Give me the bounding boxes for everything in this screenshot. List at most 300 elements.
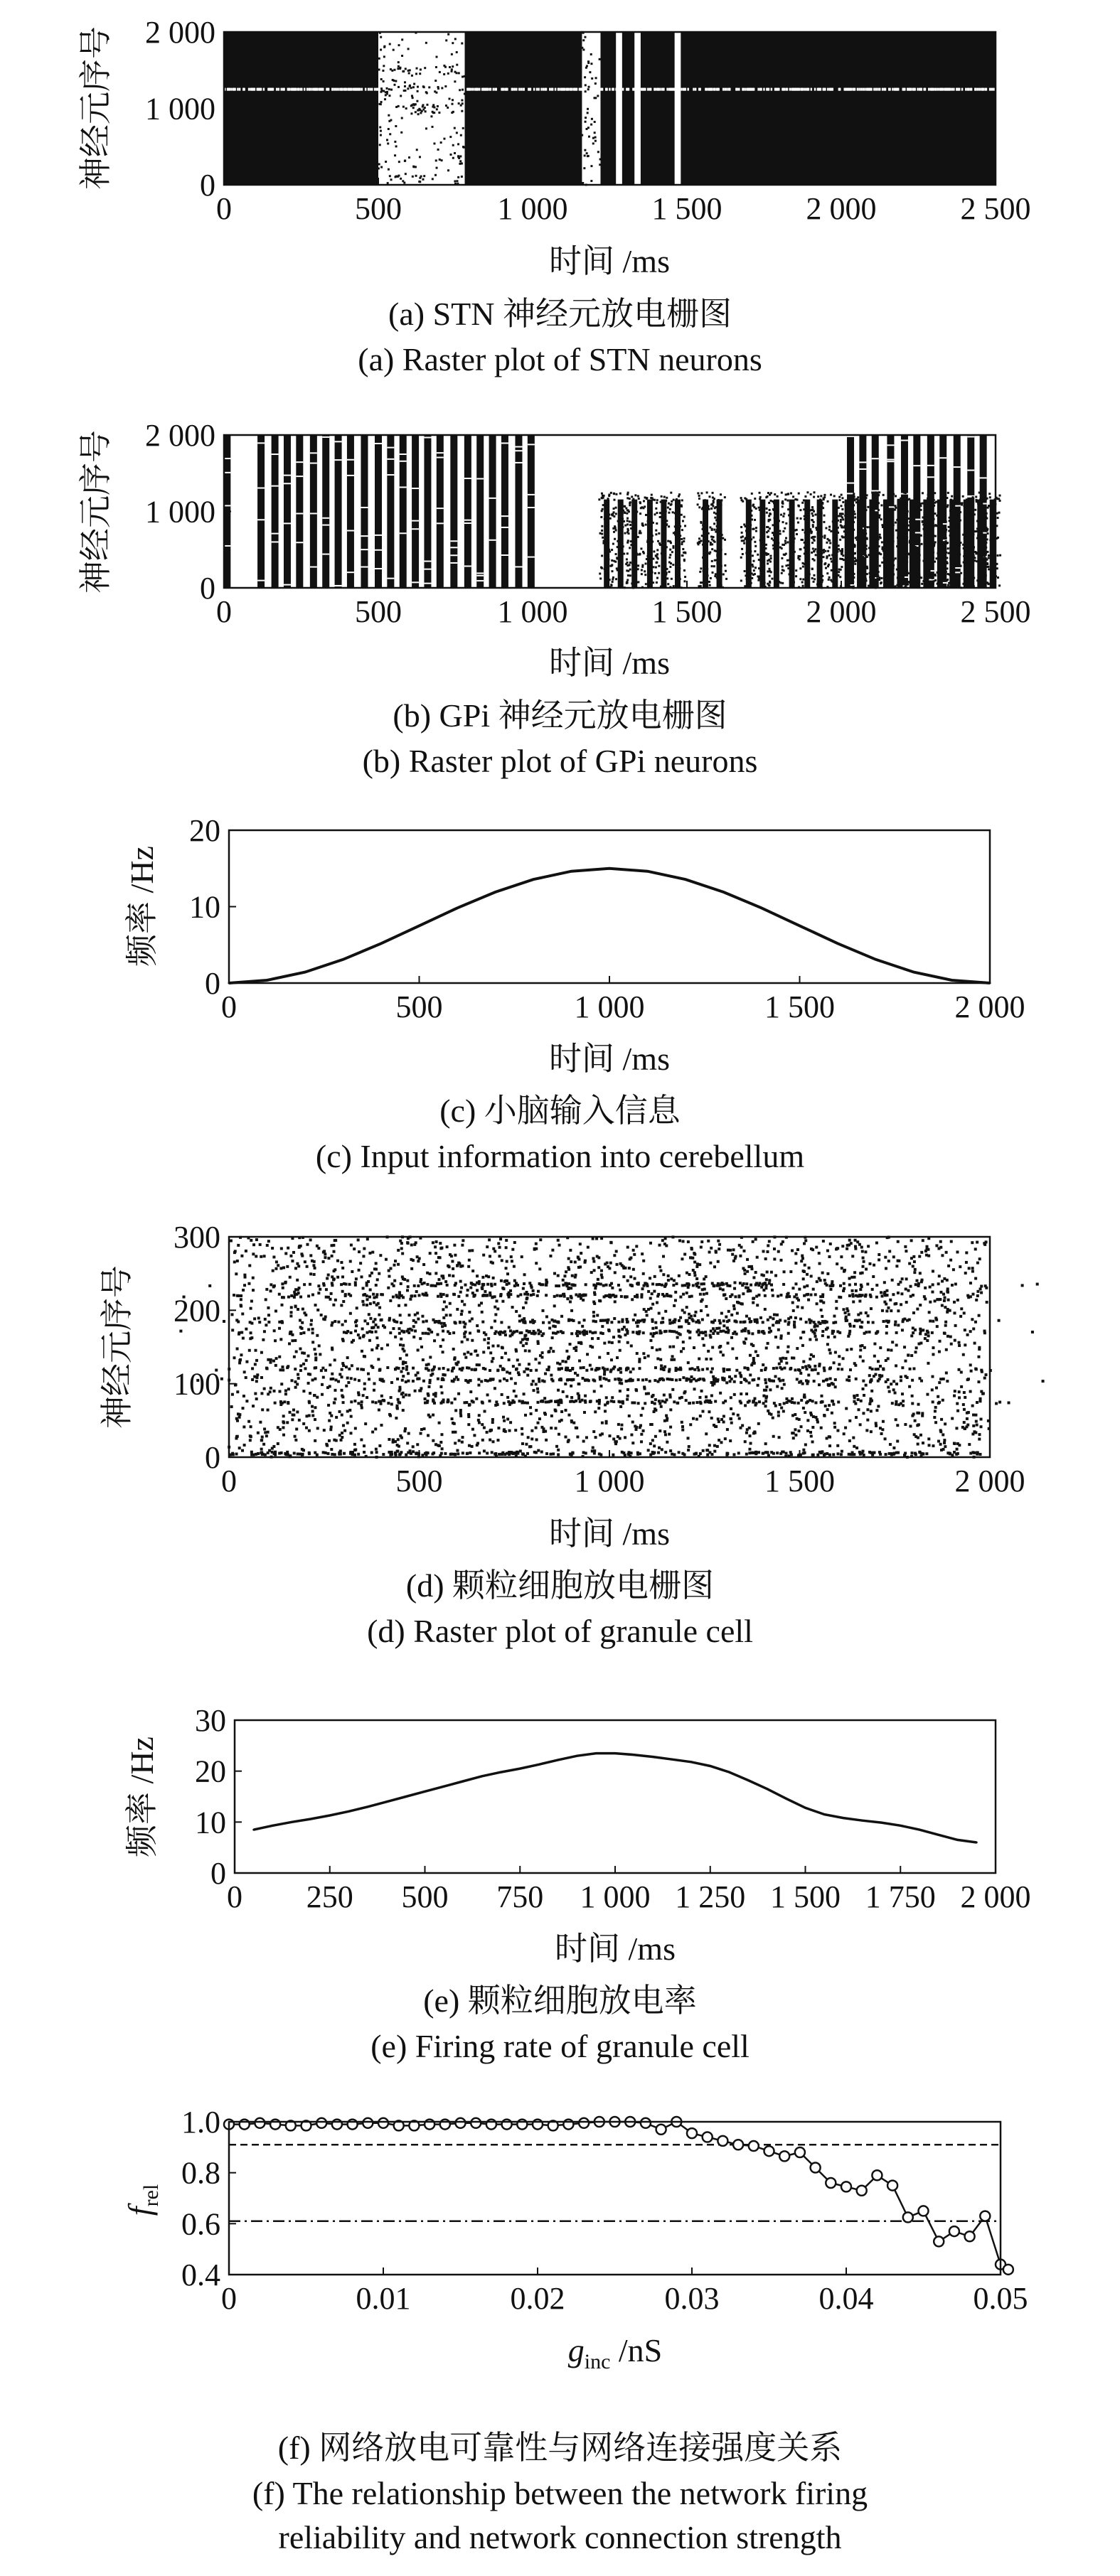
raster-dot bbox=[932, 1320, 934, 1323]
raster-dot bbox=[323, 1250, 326, 1252]
raster-gap bbox=[877, 88, 879, 91]
raster-dot bbox=[266, 1244, 269, 1247]
raster-dot bbox=[501, 1259, 503, 1262]
raster-dot bbox=[521, 1338, 524, 1341]
raster-dot bbox=[836, 1444, 839, 1447]
raster-dot bbox=[959, 574, 961, 576]
raster-dot bbox=[818, 1277, 821, 1280]
raster-dot bbox=[500, 1279, 503, 1282]
panel-c-input-frequency bbox=[124, 813, 1025, 1077]
raster-dot bbox=[776, 1314, 779, 1316]
raster-dot bbox=[974, 1277, 977, 1280]
raster-dot bbox=[273, 1329, 276, 1332]
raster-dot bbox=[380, 49, 382, 51]
raster-dot bbox=[417, 109, 419, 112]
raster-gap bbox=[913, 465, 920, 466]
raster-dot bbox=[651, 1292, 654, 1295]
raster-dot bbox=[237, 1412, 240, 1415]
raster-dot bbox=[494, 1306, 496, 1309]
raster-dot bbox=[892, 574, 895, 576]
raster-dot bbox=[380, 1347, 383, 1350]
raster-dot bbox=[629, 564, 631, 566]
raster-dot bbox=[633, 1253, 636, 1256]
raster-dot bbox=[585, 90, 587, 92]
raster-dot bbox=[284, 1389, 287, 1392]
raster-dot bbox=[712, 571, 714, 574]
raster-gap bbox=[609, 88, 611, 91]
raster-dot bbox=[681, 538, 683, 540]
raster-dot bbox=[814, 536, 816, 538]
raster-gap bbox=[927, 476, 934, 478]
raster-dot bbox=[877, 1368, 880, 1370]
raster-dot bbox=[725, 1381, 728, 1384]
raster-dot bbox=[890, 564, 892, 567]
raster-dot bbox=[427, 1363, 430, 1365]
raster-dot bbox=[977, 1356, 980, 1358]
raster-dot bbox=[424, 1397, 427, 1400]
raster-dot bbox=[712, 505, 714, 507]
raster-dot bbox=[673, 585, 675, 587]
raster-dot bbox=[830, 558, 832, 560]
raster-dot bbox=[441, 87, 443, 89]
raster-dot bbox=[688, 1445, 690, 1448]
raster-dot bbox=[878, 552, 880, 554]
raster-gap bbox=[859, 461, 866, 463]
raster-dot bbox=[640, 532, 642, 534]
raster-dot bbox=[401, 38, 403, 41]
raster-dot bbox=[626, 528, 629, 530]
raster-dot bbox=[668, 525, 670, 527]
raster-dot bbox=[476, 1324, 479, 1327]
raster-gap bbox=[301, 88, 303, 91]
raster-dot bbox=[563, 1274, 566, 1277]
raster-dot bbox=[912, 1326, 914, 1329]
raster-dot bbox=[784, 498, 786, 500]
raster-dot bbox=[397, 1263, 400, 1266]
raster-dot bbox=[669, 566, 671, 568]
raster-gap bbox=[322, 554, 329, 555]
raster-dot bbox=[796, 1248, 799, 1251]
data-point bbox=[380, 943, 383, 945]
raster-dot bbox=[436, 108, 438, 110]
raster-gap bbox=[272, 454, 279, 455]
raster-dot bbox=[334, 1299, 337, 1302]
raster-dot bbox=[580, 1252, 582, 1255]
raster-dot bbox=[765, 1278, 768, 1281]
raster-dot bbox=[920, 576, 922, 579]
raster-dot bbox=[848, 1313, 850, 1316]
raster-dot bbox=[441, 159, 443, 161]
raster-gap bbox=[879, 88, 881, 91]
raster-dot bbox=[460, 1287, 463, 1289]
raster-dot bbox=[615, 507, 617, 509]
raster-dot bbox=[482, 1254, 485, 1257]
raster-dot bbox=[274, 1402, 277, 1405]
raster-dot bbox=[842, 501, 844, 503]
raster-dot bbox=[854, 1239, 857, 1242]
raster-dot bbox=[588, 136, 590, 138]
raster-burst bbox=[322, 435, 329, 588]
raster-dot bbox=[419, 73, 421, 75]
raster-dot bbox=[290, 1306, 293, 1309]
raster-dot bbox=[612, 1437, 615, 1440]
raster-dot bbox=[390, 68, 392, 70]
raster-dot bbox=[877, 1405, 880, 1407]
raster-dot bbox=[521, 1433, 523, 1436]
raster-gap bbox=[450, 554, 457, 556]
raster-dot bbox=[919, 505, 921, 507]
raster-dot bbox=[741, 548, 743, 550]
raster-dot bbox=[324, 1316, 327, 1319]
raster-dot bbox=[562, 1390, 565, 1393]
raster-dot bbox=[326, 1277, 329, 1279]
raster-dot bbox=[249, 1439, 252, 1442]
raster-dot bbox=[953, 1442, 956, 1445]
raster-dot bbox=[919, 540, 921, 542]
raster-dot bbox=[986, 1301, 988, 1304]
raster-dot bbox=[458, 102, 460, 104]
raster-dot bbox=[823, 1279, 826, 1282]
raster-dot bbox=[919, 1434, 922, 1437]
raster-dot bbox=[725, 570, 727, 572]
raster-dot bbox=[789, 1316, 792, 1319]
raster-dot bbox=[853, 1445, 855, 1448]
raster-dot bbox=[354, 1427, 357, 1429]
y-tick-label: 2 000 bbox=[145, 15, 215, 50]
raster-dot bbox=[386, 87, 388, 90]
x-tick-label: 2 000 bbox=[806, 191, 877, 226]
raster-dot bbox=[851, 517, 853, 519]
raster-dot bbox=[945, 562, 947, 564]
raster-dot bbox=[939, 1291, 942, 1294]
raster-dot bbox=[322, 1260, 325, 1263]
raster-dot bbox=[713, 565, 715, 567]
raster-dot bbox=[408, 72, 410, 74]
raster-dot bbox=[437, 1295, 439, 1298]
raster-dot bbox=[362, 1255, 365, 1257]
raster-dot bbox=[434, 1272, 437, 1274]
raster-dot bbox=[744, 1440, 747, 1443]
raster-dot bbox=[615, 512, 617, 515]
raster-dot bbox=[474, 1350, 476, 1353]
raster-dot bbox=[388, 1317, 391, 1320]
raster-dot bbox=[727, 1310, 730, 1313]
raster-dot bbox=[854, 1247, 857, 1250]
raster-gap bbox=[942, 88, 944, 91]
raster-dot bbox=[700, 567, 702, 569]
raster-gap bbox=[633, 88, 635, 91]
raster-gap bbox=[799, 88, 801, 91]
raster-dot bbox=[944, 1306, 946, 1309]
raster-dot bbox=[906, 557, 908, 559]
raster-dot bbox=[813, 581, 815, 583]
raster-dot bbox=[875, 1242, 878, 1245]
raster-dot bbox=[683, 569, 686, 571]
raster-gap bbox=[549, 88, 551, 91]
raster-dot bbox=[681, 554, 683, 557]
raster-dot bbox=[440, 141, 442, 144]
raster-gap bbox=[257, 488, 265, 489]
raster-burst-core bbox=[661, 500, 666, 588]
raster-dot bbox=[865, 544, 868, 547]
raster-dot bbox=[953, 1395, 956, 1397]
raster-dot bbox=[879, 514, 881, 516]
raster-dot bbox=[336, 1276, 339, 1279]
raster-dot bbox=[236, 1390, 239, 1393]
raster-dot bbox=[636, 1325, 639, 1328]
raster-dot bbox=[941, 1254, 944, 1257]
raster-dot bbox=[666, 577, 668, 579]
raster-dot bbox=[614, 1300, 617, 1303]
raster-gap bbox=[858, 88, 860, 91]
raster-dot bbox=[582, 48, 585, 50]
raster-dot bbox=[873, 1355, 876, 1358]
raster-dot bbox=[277, 1426, 279, 1429]
raster-dot bbox=[601, 554, 603, 557]
raster-dot bbox=[878, 576, 880, 579]
raster-dot bbox=[600, 1385, 603, 1388]
raster-dot bbox=[461, 42, 463, 44]
raster-dot bbox=[840, 549, 842, 552]
raster-dot bbox=[971, 1318, 974, 1321]
raster-dot bbox=[245, 1376, 247, 1379]
raster-dot bbox=[476, 1274, 479, 1277]
raster-dot bbox=[412, 86, 415, 88]
y-tick-label: 0 bbox=[200, 168, 215, 203]
x-tick-label: 1 500 bbox=[764, 989, 835, 1024]
raster-dot bbox=[785, 537, 787, 540]
raster-dot bbox=[452, 99, 454, 101]
raster-dot bbox=[627, 492, 629, 494]
raster-gap bbox=[757, 88, 759, 91]
raster-dot bbox=[772, 1417, 774, 1420]
raster-dot bbox=[880, 504, 882, 506]
x-tick-label: 1 000 bbox=[497, 191, 568, 226]
raster-dot bbox=[373, 1382, 375, 1385]
raster-dot bbox=[664, 1310, 667, 1313]
raster-dot bbox=[987, 566, 989, 568]
raster-dot bbox=[913, 1271, 916, 1274]
raster-gap bbox=[804, 88, 806, 91]
raster-burst-core bbox=[817, 500, 823, 588]
raster-gap bbox=[424, 436, 431, 438]
raster-dot bbox=[812, 558, 814, 560]
raster-dot bbox=[814, 1335, 817, 1338]
raster-dot bbox=[947, 547, 949, 549]
raster-dot bbox=[267, 1240, 270, 1243]
raster-dot bbox=[302, 1331, 305, 1334]
raster-dot bbox=[638, 498, 640, 500]
raster-dot bbox=[589, 71, 591, 73]
raster-dot bbox=[375, 1448, 378, 1451]
raster-dot bbox=[294, 1267, 297, 1270]
raster-dot bbox=[628, 1267, 631, 1270]
raster-dot bbox=[710, 1417, 713, 1420]
raster-dot bbox=[595, 77, 597, 79]
raster-dot bbox=[497, 1242, 500, 1245]
raster-dot bbox=[458, 1439, 461, 1442]
raster-dot bbox=[657, 1451, 660, 1454]
raster-dot bbox=[591, 118, 593, 120]
raster-dot bbox=[463, 1326, 466, 1329]
raster-dot bbox=[658, 1265, 661, 1268]
raster-dot bbox=[592, 1447, 594, 1449]
raster-dot bbox=[907, 510, 909, 512]
raster-dot bbox=[314, 1406, 316, 1409]
raster-dot bbox=[333, 1270, 336, 1272]
raster-dot bbox=[576, 1435, 579, 1438]
raster-gap bbox=[464, 478, 471, 479]
raster-dot bbox=[729, 1439, 732, 1442]
raster-dot bbox=[947, 584, 949, 586]
raster-dot bbox=[719, 1287, 722, 1290]
raster-dot bbox=[602, 537, 604, 539]
raster-dot bbox=[351, 1364, 353, 1367]
raster-dot bbox=[698, 543, 700, 545]
raster-dot bbox=[491, 1418, 494, 1421]
raster-dot bbox=[983, 1377, 986, 1380]
raster-dot bbox=[813, 574, 815, 576]
raster-burst-core bbox=[883, 500, 889, 588]
raster-dot bbox=[597, 95, 599, 97]
raster-dot bbox=[273, 1390, 276, 1392]
raster-dot bbox=[666, 497, 668, 499]
raster-dot bbox=[754, 498, 756, 500]
raster-dot bbox=[386, 91, 388, 93]
raster-dot bbox=[828, 1404, 831, 1407]
raster-dot bbox=[430, 1374, 432, 1377]
raster-dot bbox=[527, 1436, 530, 1439]
data-point bbox=[609, 867, 611, 869]
raster-gap bbox=[501, 527, 508, 528]
raster-dot bbox=[398, 1390, 401, 1392]
y-tick-label: 0 bbox=[205, 966, 220, 1001]
raster-dot bbox=[944, 495, 946, 497]
raster-dot bbox=[626, 512, 628, 515]
raster-dot bbox=[419, 181, 421, 183]
raster-dot bbox=[914, 1351, 917, 1353]
raster-dot bbox=[341, 1338, 344, 1341]
raster-dot bbox=[987, 583, 989, 585]
raster-gap bbox=[602, 88, 604, 91]
raster-gap bbox=[464, 522, 471, 524]
raster-dot bbox=[432, 126, 434, 128]
raster-dot bbox=[850, 1348, 853, 1351]
raster-dot bbox=[956, 493, 958, 495]
raster-dot bbox=[823, 1369, 826, 1372]
raster-gap bbox=[892, 88, 894, 91]
raster-dot bbox=[585, 1436, 588, 1439]
raster-dot bbox=[496, 1403, 499, 1406]
raster-dot bbox=[233, 1260, 236, 1263]
raster-dot bbox=[682, 520, 684, 522]
raster-dot bbox=[792, 1432, 795, 1434]
raster-dot bbox=[523, 1282, 526, 1285]
raster-dot bbox=[947, 1299, 950, 1302]
raster-dot bbox=[890, 491, 892, 493]
raster-dot bbox=[434, 174, 437, 176]
raster-dot bbox=[267, 1321, 270, 1324]
raster-dot bbox=[713, 498, 715, 500]
raster-dot bbox=[294, 1435, 297, 1438]
raster-dot bbox=[624, 1436, 626, 1439]
raster-dot bbox=[421, 1454, 424, 1456]
raster-dot bbox=[711, 543, 713, 545]
raster-dot bbox=[885, 1309, 888, 1312]
raster-dot bbox=[934, 579, 937, 581]
raster-dot bbox=[658, 1348, 661, 1351]
raster-gap bbox=[487, 88, 489, 91]
raster-dot bbox=[830, 579, 832, 581]
raster-dot bbox=[854, 563, 856, 565]
raster-dot bbox=[598, 1356, 601, 1359]
raster-dot bbox=[611, 584, 613, 586]
raster-dot bbox=[309, 1272, 312, 1275]
raster-dot bbox=[975, 499, 977, 501]
raster-dot bbox=[499, 1365, 502, 1368]
raster-dot bbox=[459, 155, 462, 157]
raster-dot bbox=[932, 525, 934, 527]
raster-dot bbox=[400, 1392, 403, 1395]
raster-gap bbox=[248, 88, 250, 91]
raster-dot bbox=[907, 499, 909, 501]
raster-dot bbox=[838, 496, 841, 498]
raster-dot bbox=[597, 1266, 600, 1269]
raster-dot bbox=[390, 178, 393, 181]
raster-gap bbox=[784, 88, 786, 91]
raster-dot bbox=[950, 1240, 953, 1243]
raster-dot bbox=[784, 554, 786, 556]
raster-dot bbox=[302, 1390, 305, 1392]
raster-dot bbox=[791, 1287, 794, 1289]
raster-dot bbox=[780, 1259, 783, 1262]
raster-dot bbox=[612, 1336, 615, 1338]
raster-dot bbox=[881, 562, 883, 564]
raster-dot bbox=[932, 1353, 934, 1356]
raster-dot bbox=[797, 505, 799, 507]
raster-dot bbox=[864, 1250, 867, 1253]
raster-dot bbox=[523, 1273, 526, 1276]
raster-dot bbox=[626, 523, 629, 525]
raster-dot bbox=[825, 567, 827, 569]
raster-dot bbox=[801, 1306, 804, 1309]
raster-dot bbox=[959, 520, 961, 522]
raster-dot bbox=[620, 1427, 623, 1430]
raster-dot bbox=[863, 544, 865, 546]
raster-dot bbox=[459, 160, 462, 162]
x-tick-label: 2 500 bbox=[960, 594, 1031, 629]
data-point bbox=[761, 907, 763, 909]
raster-dot bbox=[615, 578, 617, 580]
raster-dot bbox=[812, 515, 814, 517]
raster-dot bbox=[582, 39, 585, 41]
raster-dot bbox=[417, 113, 420, 115]
raster-dot bbox=[358, 1336, 361, 1339]
raster-dot bbox=[389, 175, 391, 177]
raster-gap bbox=[351, 88, 353, 91]
raster-dot bbox=[901, 1277, 904, 1280]
raster-dot bbox=[558, 1244, 561, 1247]
raster-dot bbox=[361, 1300, 364, 1303]
raster-gap bbox=[361, 549, 368, 550]
y-tick-label: 1 000 bbox=[145, 91, 215, 127]
raster-dot bbox=[851, 1255, 854, 1257]
raster-gap bbox=[334, 88, 336, 91]
raster-gap bbox=[512, 88, 514, 91]
raster-dot bbox=[598, 498, 600, 500]
raster-dot bbox=[919, 1342, 922, 1345]
raster-dot bbox=[535, 1243, 538, 1245]
